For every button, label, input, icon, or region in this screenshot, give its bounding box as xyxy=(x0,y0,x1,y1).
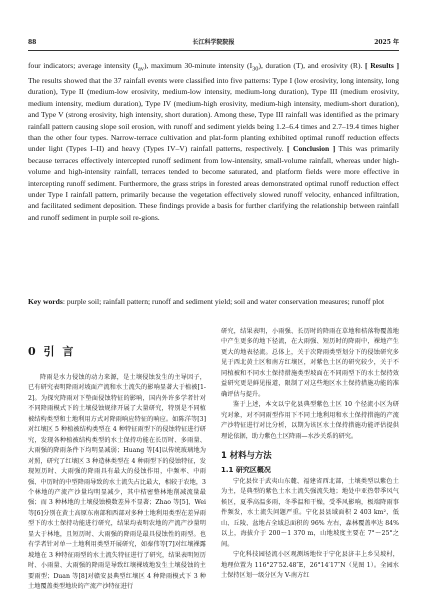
abstract-lead-rest: ), maximum 30-minute intensity (I xyxy=(143,61,253,70)
keywords-label: Key words xyxy=(28,297,63,306)
subscript-30: 30 xyxy=(252,65,259,73)
left-column xyxy=(28,325,206,593)
conclusion-label: [ Conclusion ] xyxy=(286,144,336,154)
publication-year: 2025 年 xyxy=(374,39,399,46)
abstract-lead: four indicators; average intensity (I xyxy=(28,61,138,70)
introduction-paragraph: 降雨是水力侵蚀的动力来源，是土壤侵蚀发生的主导因子，已有研究表明降雨对坡面产流和水土流失的影响显著大于植被[1-2]。为探究降雨对下垫面侵蚀特征的影响，国内外许多学者针对不同降雨模式下的土壤侵蚀规律开展了大量研究，特别是不同植被结构类型和土地利用方式对降雨响应特征的响应。如陈洋等[3]对红壤区 5 种植被结构类型在 4 种特征雨型下的侵蚀特征进行研究，发现各种植被结构类型的水土保持功能在长历时、多雨量、大雨强的降雨条件下均明显减弱；Huang 等[4]以传统玻璃地为对照，研究了红壤区 3 种造林类型在 4 种雨型下的侵蚀特征，发现短历时、大雨强的降雨具有最大的侵蚀作用，中频率、中雨强、中历时的中型降雨导致的水土流失占比最大，相较于农地，3 个林地的产流产沙量均明显减少，其中桔密整林地削减流量最强；而 3 种林地的土壤侵蚀模数差异不显著；Zhao 等[5]、Wei 等[6]分别在黄土高原东南部和西部对多种土地利用类型在差异雨型下的水土保持功能进行研究，结果均表明农地的产流产沙量明显大于林地，且短历时、大雨强的降雨是最具侵蚀性的雨型。也有学者针对单一土地利用类型开展研究，如秦伟等[7]对红壤裸露坡地在 3 种特征雨型的水土流失特征进行了研究，结果表明短历时、小雨量、大雨强的降雨是导致红壤裸坡地发生土壤侵蚀的主要雨型；Duan 等[8]对赣安县典型红壤区 4 种降雨模式下 3 种土地覆盖类型地块的产流产沙特征进行 xyxy=(28,374,206,591)
conclusion-text: This was primarily because terraces effectively intercepted runoff sediment from low-intensity, small-volume rainfall, whereas under high-volume and high-intensity rainfall, terraces tended to become saturated, and platform fields were more effective in intercepting runoff sediment. Furthermore, the grass strips in forested areas demonstrated optimal runoff reduction effect under Type I rainfall pattern, primarily because the vegetation effectively slowed runoff velocity, enhanced infiltration, and facilitated sediment deposition. These findings provide a basis for further clarifying the relationship between rainfall and runoff sediment in purple soil re-gions. xyxy=(28,144,399,222)
study-area-paragraph: 宁化县位于武夷山东麓、福建省西北部，土壤类型以紫色土为主，是典型的紫色土水土流失强流失地；地处中亚热带季风气候区，夏季高温多雨，冬季温和干燥，受季风影响，极端降雨事件频发，水土流失问题严重。宁化县县域面积 2 403 km²，低山、丘陵、盆地占全域总面积的 96% 左右，森林覆盖率达 84% 以上，海拔介于 200～1 370 m，山地坡度主要在 7°～25°之间。 xyxy=(221,477,399,548)
subscript-av: av xyxy=(138,65,144,73)
abstract-paragraph xyxy=(28,60,399,223)
objective-paragraph: 鉴于上述，本文以宁化县典型紫色土区 10 个径流小区为研究对象，对不同雨型作用下不同土地利用和水土保持措施的产流产沙特征进行对比分析，以期为该区水土保持措施功能评估提供理论依据，助力紫色土区降雨—水沙关系的研究。 xyxy=(221,401,399,440)
page-header xyxy=(28,38,399,51)
abstract-lead-rest2: ), duration (T), and erosivity (R). xyxy=(258,61,363,70)
methods-title: 1 材料与方法 xyxy=(221,449,272,460)
results-text: The results showed that the 37 rainfall events were classified into five patterns: Type I (low erosivity, long intensity, long duration), Type II (medium-low erosivity, medium-low intensity, medium-long duration), Type III (medium erosivity, medium intensity, medium duration), Type IV (medium-high erosivity, medium-high intensity, medium-short duration), and Type V (strong erosivity, high intensity, short duration). Among these, Type III rainfall was identified as the primary rainfall pattern causing slope soil erosion, with runoff and sediment yields being 1.2–6.4 times and 2.7–19.4 times higher than the other four types. Narrow-terrace cultivation and plat-form planting exhibited optimal runoff reduction effects under light (Types I–II) and heavy (Types IV–V) rainfall patterns, respectively. xyxy=(28,75,399,154)
site-paragraph: 宁化科技园径流小区观测场地位于宁化县济丰上乡吴坡村，地理位置为 116°27′52.48″E，26°14′17″N（见图 1）。全园水土保持区划一级分区为 V-南方红 xyxy=(221,551,399,580)
results-label: [ Results ] xyxy=(365,61,399,70)
page-number: 88 xyxy=(28,39,37,46)
continued-paragraph: 研究，结果表明，小雨强、长历时的降雨在草地和桔落物覆盖地中产生更多的地下径流，在大雨强、短历时的降雨中，裸地产生更大的地表径流。总体上，关于次降雨类型划分下的侵蚀研究多见于西北黄土区和南方红壤区，对紫色土区的研究较少，关于不同植被和不同水土保持措施类型坡面在不同雨型下的水土保持效益研究更是鲜见报道，限制了对这些地区水土保持措施功能的准确评估与提升。 xyxy=(221,328,399,398)
keywords-text: : purple soil; rainfall pattern; runoff and sediment yield; soil and water conservation measures; runoff plot xyxy=(62,297,385,306)
right-column xyxy=(221,327,399,582)
study-area-title: 1.1 研究区概况 xyxy=(221,465,271,474)
journal-name: 长江科学院院报 xyxy=(192,39,235,46)
introduction-title: 0 引 言 xyxy=(28,345,76,358)
abstract xyxy=(28,60,399,223)
keywords xyxy=(28,297,399,307)
